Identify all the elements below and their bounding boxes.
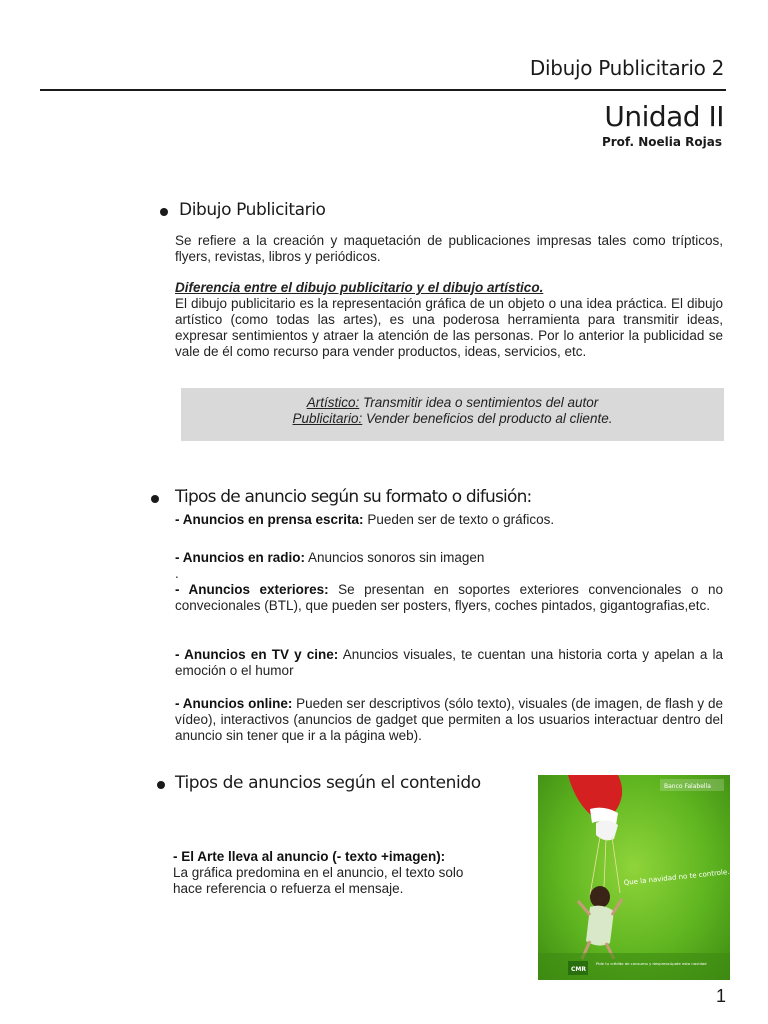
ad-slogan: Que la navidad no te controle. — [623, 867, 730, 887]
header-divider — [40, 89, 726, 91]
comparison-artistico — [181, 395, 724, 411]
item-text: Se presentan en soportes exteriores convencionales o no convecionales (BTL), que pueden ser posters, flyers, coches pintados, gigantografias,etc. — [175, 582, 723, 613]
section1-intro: Se refiere a la creación y maquetación de publicaciones impresas tales como trípticos, flyers, revistas, libros y periódicos. — [175, 233, 723, 264]
item-text: Anuncios visuales, te cuentan una historia corta y apelan a la emoción o el humor — [175, 647, 724, 678]
comparison-publicitario — [181, 411, 724, 427]
bullet-icon — [151, 495, 159, 503]
list-item — [175, 647, 723, 679]
item-label: - Anuncios en prensa escrita: — [175, 512, 364, 527]
ad-illustration — [538, 775, 730, 980]
item-text: Anuncios sonoros sin imagen — [305, 550, 485, 565]
list-item — [175, 512, 723, 528]
list-item — [175, 550, 723, 566]
stray-dot: . — [175, 566, 179, 581]
unit-title: Unidad II — [604, 100, 724, 133]
course-title: Dibujo Publicitario 2 — [529, 56, 724, 80]
ad-brand: Banco Falabella — [664, 783, 711, 790]
section-heading-contenido: Tipos de anuncios según el contenido — [175, 773, 481, 793]
list-item — [175, 696, 723, 744]
comparison-publicitario-text: Vender beneficios del producto al cliente. — [362, 411, 613, 426]
svg-text:Que la navidad no te controle. — [623, 868, 729, 887]
item-text: Pueden ser de texto o gráficos. — [363, 512, 555, 527]
ad-footer: Pide tu crédito de consumo y despreocúpate esta navidad — [596, 961, 707, 966]
comparison-box — [181, 388, 724, 441]
ad-badge: CMR — [571, 966, 586, 973]
bullet-icon — [157, 781, 165, 789]
advertisement-image — [538, 775, 730, 980]
section-heading-formato: Tipos de anuncio según su formato o difusión: — [175, 487, 532, 507]
page-number: 1 — [715, 986, 726, 1006]
section-heading-dibujo: Dibujo Publicitario — [179, 200, 326, 220]
item-label: - Anuncios en TV y cine: — [175, 647, 339, 662]
bullet-icon — [160, 208, 168, 216]
content-type-block — [173, 849, 493, 897]
item-label: - Anuncios exteriores: — [175, 582, 329, 597]
section1-body: El dibujo publicitario es la representación gráfica de un objeto o una idea práctica. El dibujo artístico (como todas las artes), es una poderosa herramienta para transmitir ideas, expresar sentimientos y atraer la atención de las personas. Por lo anterior la publicidad se vale de él como recurso para vender productos, ideas, servicios, etc. — [175, 296, 723, 359]
comparison-artistico-text: Transmitir idea o sentimientos del autor — [359, 395, 599, 410]
item-label: - Anuncios en radio: — [175, 550, 306, 565]
author-name: Prof. Noelia Rojas — [601, 135, 722, 149]
item-label: - Anuncios online: — [175, 696, 293, 711]
item-text: Pueden ser descriptivos (sólo texto), visuales (de imagen, de flash y de vídeo), interactivos (anuncios de gadget que permiten a los usuarios interactuar dentro del anuncio sin tener que ir a la página web). — [175, 696, 723, 743]
comparison-publicitario-label: Publicitario: — [292, 411, 363, 426]
content-type-text: La gráfica predomina en el anuncio, el texto solo hace referencia o refuerza el mensaje. — [173, 865, 464, 896]
content-type-label: - El Arte lleva al anuncio (- texto +imagen): — [173, 849, 446, 864]
section1-subtitle: Diferencia entre el dibujo publicitario y el dibujo artístico. — [175, 280, 544, 295]
comparison-artistico-label: Artístico: — [306, 395, 360, 410]
list-item — [175, 582, 723, 614]
